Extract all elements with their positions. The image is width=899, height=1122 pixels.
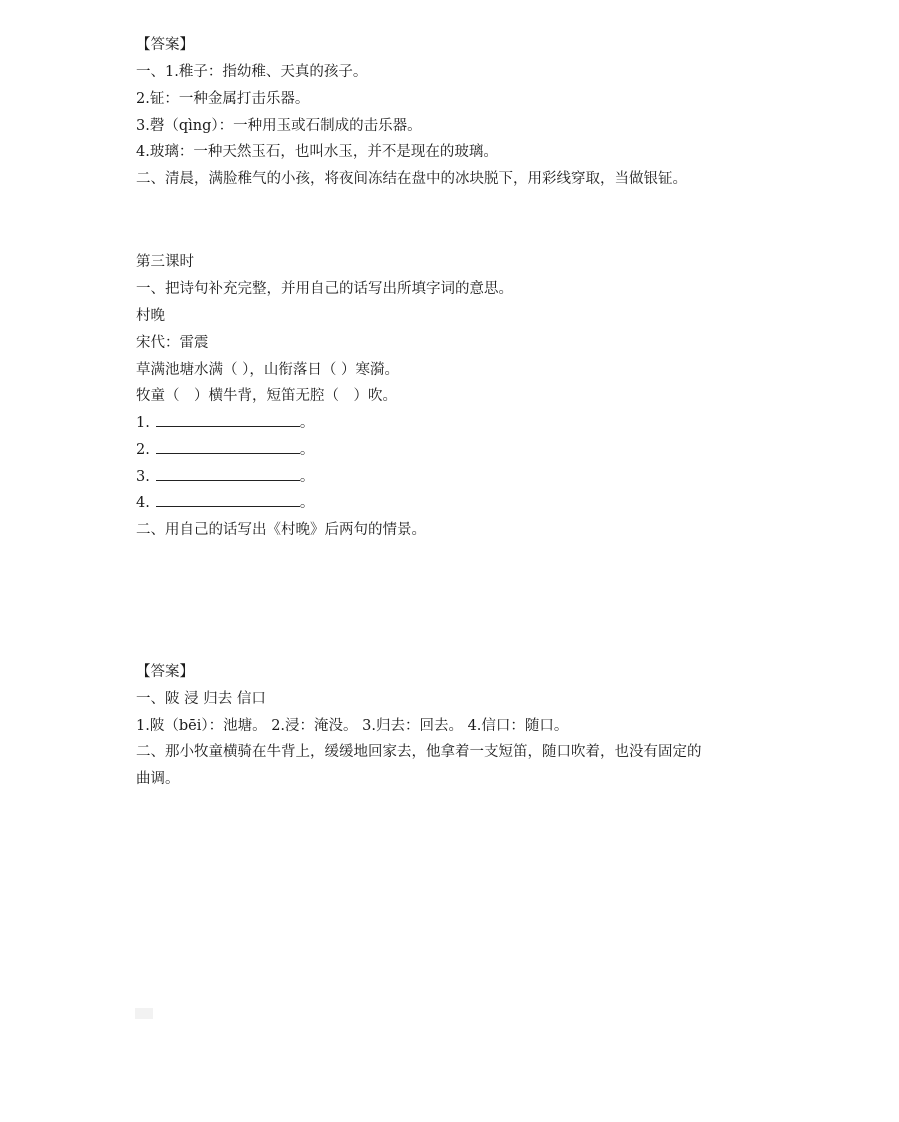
answer-line: 曲调。 bbox=[136, 771, 180, 787]
answer-blank[interactable] bbox=[156, 467, 300, 481]
poem-line: 草满池塘水满（ ），山衔落日（ ）寒漪。 bbox=[136, 362, 399, 378]
blank-number: 4. bbox=[136, 495, 150, 511]
answer-blank[interactable] bbox=[156, 493, 300, 507]
blank-end: 。 bbox=[299, 495, 315, 511]
poem-author: 宋代：雷震 bbox=[136, 335, 209, 351]
fill-blank-row bbox=[136, 467, 314, 487]
answer-line: 2.钲：一种金属打击乐器。 bbox=[136, 91, 310, 107]
answer-line: 一、陂 浸 归去 信口 bbox=[136, 691, 266, 707]
blank-number: 2. bbox=[136, 442, 150, 458]
answer-heading: 【答案】 bbox=[136, 664, 194, 680]
blank-number: 3. bbox=[136, 469, 150, 485]
page-marker bbox=[135, 1008, 153, 1019]
poem-title: 村晚 bbox=[136, 308, 165, 324]
answer-line: 4.玻璃：一种天然玉石，也叫水玉，并不是现在的玻璃。 bbox=[136, 144, 498, 160]
answer-blank[interactable] bbox=[156, 413, 300, 427]
fill-blank-row bbox=[136, 493, 314, 513]
poem-line: 牧童（ ）横牛背，短笛无腔（ ）吹。 bbox=[136, 388, 397, 404]
answer-line: 二、清晨，满脸稚气的小孩，将夜间冻结在盘中的冰块脱下，用彩线穿取，当做银钲。 bbox=[136, 171, 687, 187]
blank-number: 1. bbox=[136, 415, 150, 431]
fill-blank-row bbox=[136, 440, 314, 460]
blank-end: 。 bbox=[299, 415, 315, 431]
answer-blank[interactable] bbox=[156, 440, 300, 454]
fill-blank-row bbox=[136, 413, 314, 433]
answer-line: 1.陂（bēi）：池塘。 2.浸：淹没。 3.归去：回去。 4.信口：随口。 bbox=[136, 718, 569, 734]
blank-end: 。 bbox=[299, 442, 315, 458]
lesson-title: 第三课时 bbox=[136, 254, 194, 270]
answer-line: 二、那小牧童横骑在牛背上，缓缓地回家去，他拿着一支短笛，随口吹着，也没有固定的 bbox=[136, 744, 702, 760]
answer-line: 3.磬（qìng）：一种用玉或石制成的击乐器。 bbox=[136, 118, 422, 134]
answer-heading: 【答案】 bbox=[136, 37, 194, 53]
question-1: 一、把诗句补充完整，并用自己的话写出所填字词的意思。 bbox=[136, 281, 513, 297]
answer-line: 一、1.稚子：指幼稚、天真的孩子。 bbox=[136, 64, 368, 80]
question-2: 二、用自己的话写出《村晚》后两句的情景。 bbox=[136, 522, 426, 538]
blank-end: 。 bbox=[299, 469, 315, 485]
